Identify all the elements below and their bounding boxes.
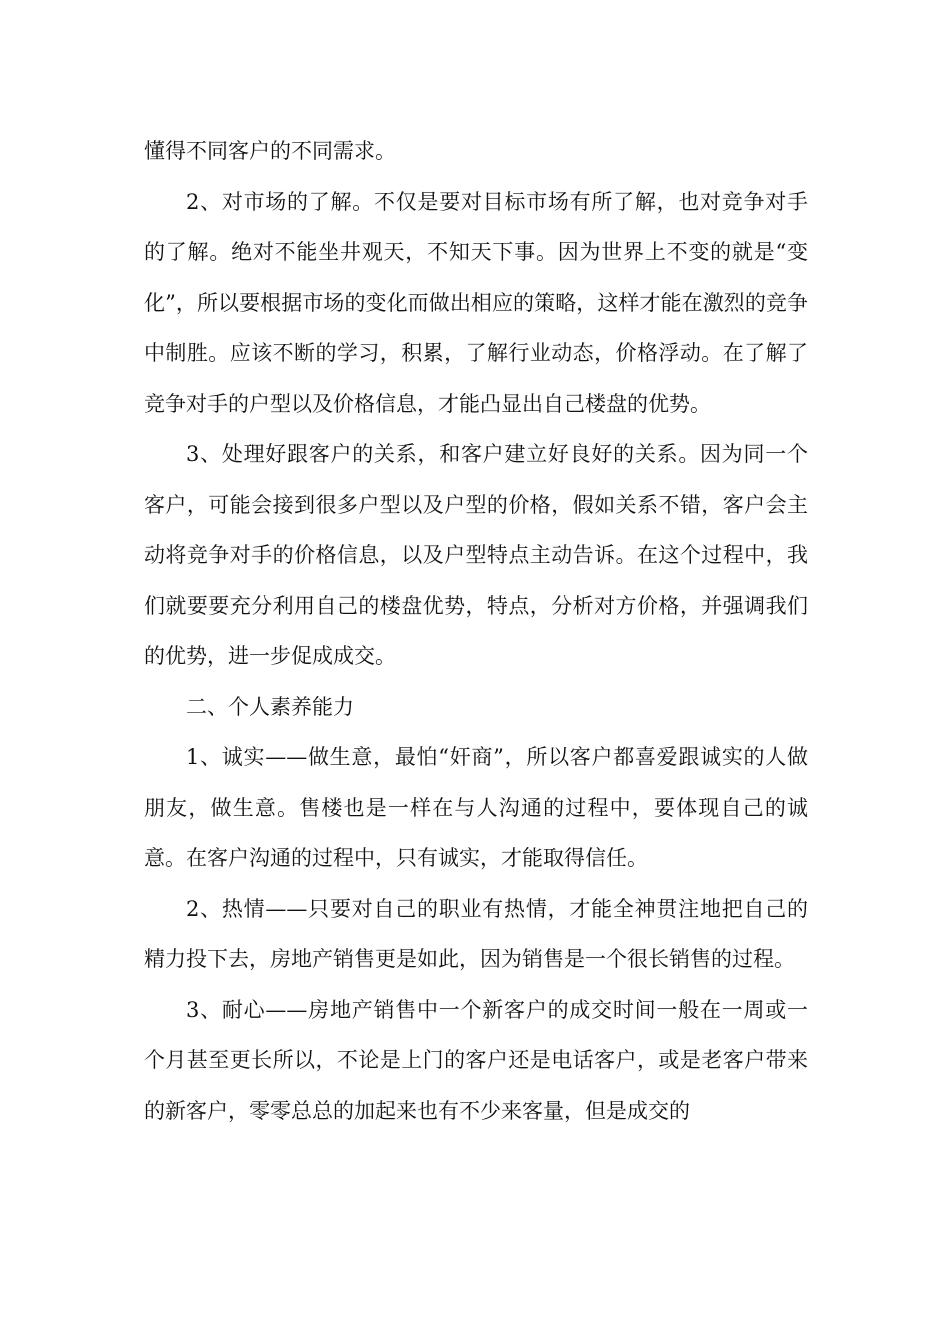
section-heading-personal-qualities: 二、个人素养能力 — [186, 694, 354, 719]
paragraph-continuation: 懂得不同客户的不同需求。 — [144, 139, 396, 163]
paragraph-market-knowledge: 2、对市场的了解。不仅是要对目标市场有所了解，也对竞争对手的了解。绝对不能坐井观天，不知天下事。因为世界上不变的就是“变化”，所以要根据市场的变化而做出相应的策略，这样才能在激烈的竞争中制胜。应该不断的学习，积累，了解行业动态，价格浮动。在了解了竞争对手的户型以及价格信息，才能凸显出自己楼盘的优势。 — [144, 189, 808, 416]
paragraph-client-relations: 3、处理好跟客户的关系，和客户建立好良好的关系。因为同一个客户，可能会接到很多户型以及户型的价格，假如关系不错，客户会主动将竞争对手的价格信息，以及户型特点主动告诉。在这个过程中，我们就要要充分利用自己的楼盘优势，特点，分析对方价格，并强调我们的优势，进一步促成成交。 — [144, 442, 808, 668]
document-body — [144, 126, 808, 1136]
paragraph-honesty: 1、诚实——做生意，最怕“奸商”，所以客户都喜爱跟诚实的人做朋友，做生意。售楼也是一样在与人沟通的过程中，要体现自己的诚意。在客户沟通的过程中，只有诚实，才能取得信任。 — [144, 745, 808, 870]
paragraph-enthusiasm: 2、热情——只要对自己的职业有热情，才能全神贯注地把自己的精力投下去，房地产销售更是如此，因为销售是一个很长销售的过程。 — [144, 896, 808, 971]
paragraph-patience: 3、耐心——房地产销售中一个新客户的成交时间一般在一周或一个月甚至更长所以，不论是上门的客户还是电话客户，或是老客户带来的新客户，零零总总的加起来也有不少来客量，但是成交的 — [144, 997, 808, 1123]
